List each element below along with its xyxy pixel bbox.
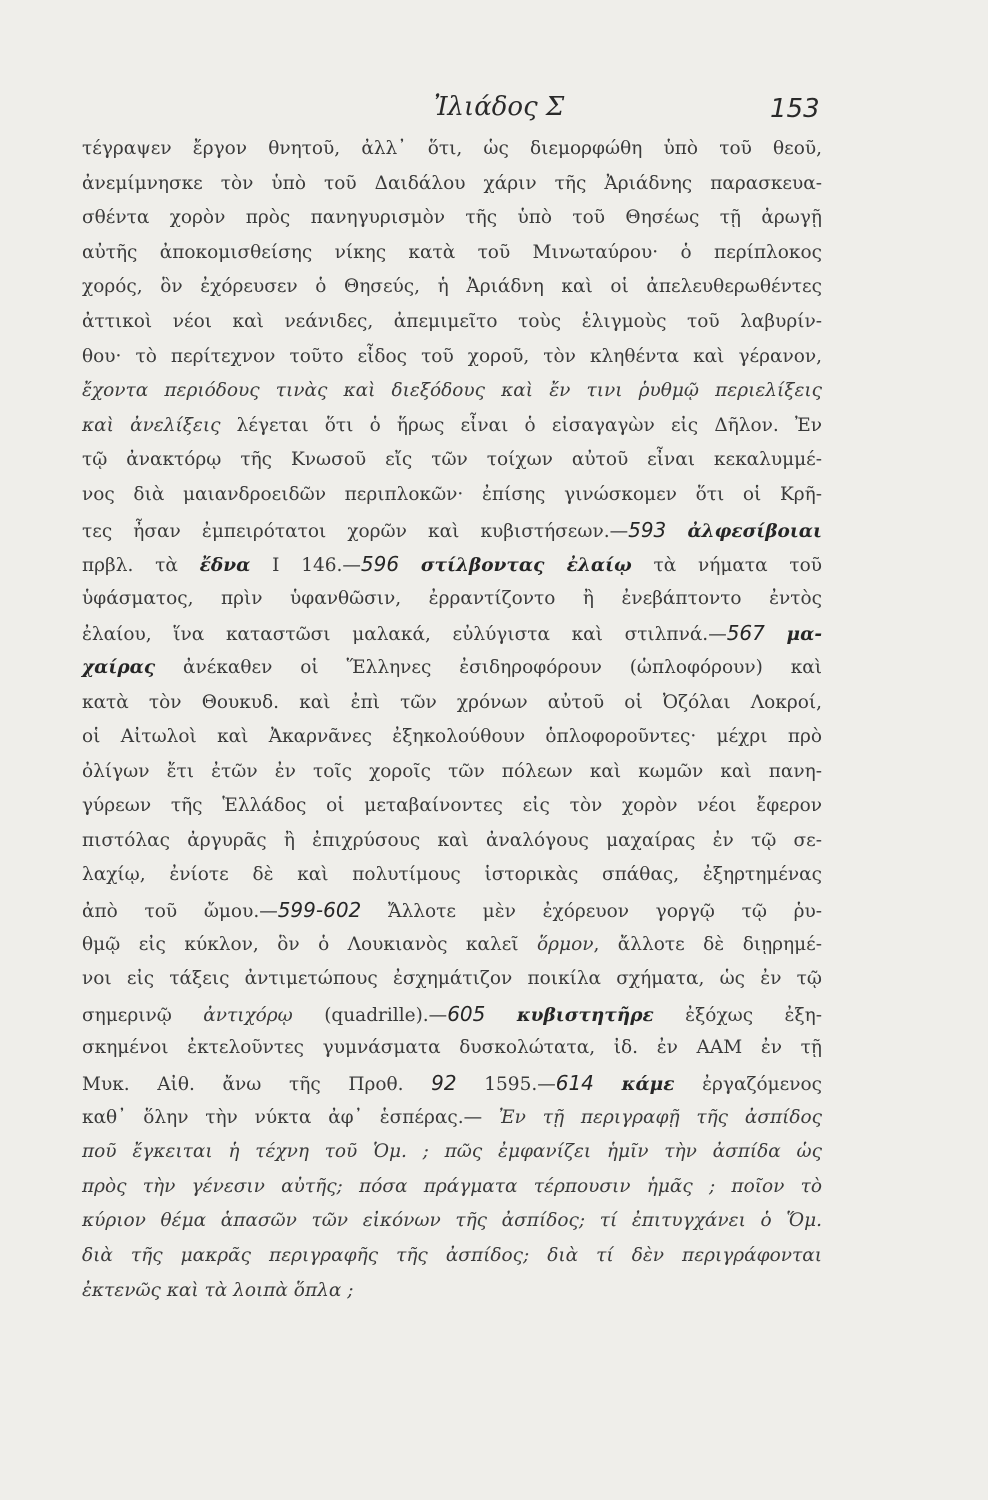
lemma-text: χαίρας <box>82 656 156 678</box>
line-reference: 605 <box>447 1001 486 1026</box>
text-segment <box>485 1005 516 1026</box>
text-line <box>82 858 822 893</box>
text-segment: 1595.— <box>456 1074 556 1096</box>
text-segment <box>765 624 787 645</box>
line-reference: 599-602 <box>277 898 362 923</box>
text-line <box>82 686 822 721</box>
text-line <box>82 167 822 202</box>
text-segment: τὰ νήματα τοῦ <box>631 555 822 577</box>
text-segment <box>666 521 687 542</box>
text-segment: ἀττικοὶ νέοι καὶ νεάνιδες, ἀπεμιμεῖτο τοὺς ἑλιγμοὺς τοῦ λαβυρίν- <box>82 310 822 332</box>
lemma-text: κυβιστητῆρε <box>516 1004 654 1026</box>
text-line <box>82 755 822 790</box>
text-segment: , ἄλλοτε δὲ διῃρημέ- <box>593 933 822 955</box>
text-segment: σθέντα χορὸν πρὸς πανηγυρισμὸν τῆς ὑπὸ τοῦ Θησέως τῇ ἀρωγῇ <box>82 207 822 229</box>
text-segment: τῷ ἀνακτόρῳ τῆς Κνωσοῦ εἴς τῶν τοίχων αὐτοῦ εἶναι κεκαλυμμέ- <box>82 449 822 471</box>
text-segment: πρβλ. τὰ <box>82 555 200 577</box>
text-segment: (quadrille).— <box>292 1004 448 1026</box>
text-line <box>82 1170 822 1205</box>
text-segment <box>594 1074 622 1095</box>
text-segment: ἐκτενῶς καὶ τὰ λοιπὰ ὅπλα ; <box>82 1279 354 1301</box>
text-segment: χορός, ὃν ἐχόρευσεν ὁ Θησεύς, ἡ Ἀριάδνη καὶ οἱ ἀπελευθερωθέντες <box>82 276 822 298</box>
text-segment: πρὸς τὴν γένεσιν αὐτῆς; πόσα πράγματα τέρπουσιν ἡμᾶς ; ποῖον τὸ <box>82 1175 822 1197</box>
line-reference: 593 <box>628 517 667 542</box>
text-segment: ἔχοντα περιόδους τινὰς καὶ διεξόδους καὶ ἔν τινι ῥυθμῷ περιελίξεις <box>82 380 822 402</box>
text-segment: θου· τὸ περίτεχνον τοῦτο εἶδος τοῦ χοροῦ, τὸν κληθέντα καὶ γέρανον, <box>82 345 822 367</box>
line-reference: 614 <box>555 1071 594 1096</box>
text-segment: ἐξόχως ἐξη- <box>653 1004 822 1026</box>
text-line <box>82 1031 822 1066</box>
text-line <box>82 478 822 513</box>
text-segment: καὶ ἀνελίξεις <box>82 414 221 436</box>
text-segment: ἀνεμίμνησκε τὸν ὑπὸ τοῦ Δαιδάλου χάριν τῆς Ἀριάδνης παρασκευα- <box>82 172 822 194</box>
text-segment: Ἐν τῇ περιγραφῇ τῆς ἀσπίδος <box>498 1106 822 1128</box>
text-segment: αὐτῆς ἀποκομισθείσης νίκης κατὰ τοῦ Μινωταύρου· ὁ περίπλοκος <box>82 241 822 263</box>
lemma-text: ἀλφεσίβοιαι <box>687 520 822 542</box>
text-segment: ποῦ ἔγκειται ἡ τέχνη τοῦ Ὁμ. ; πῶς ἐμφανίζει ἡμῖν τὴν ἀσπίδα ὡς <box>82 1141 822 1163</box>
text-segment: τέγραψεν ἔργον θνητοῦ, ἀλλ᾽ ὅτι, ὡς διεμορφώθη ὑπὸ τοῦ θεοῦ, <box>82 138 822 159</box>
text-segment: σημερινῷ <box>82 1004 204 1026</box>
page-number: 153 <box>770 94 820 124</box>
lemma-text: στίλβοντας ἐλαίῳ <box>420 555 632 577</box>
text-segment: κύριον θέμα ἁπασῶν τῶν εἰκόνων τῆς ἀσπίδος; τί ἐπιτυγχάνει ὁ Ὅμ. <box>82 1210 822 1232</box>
text-line <box>82 340 822 375</box>
lemma-text: κάμε <box>621 1074 675 1096</box>
text-segment: ἐλαίου, ἵνα καταστῶσι μαλακά, εὐλύγιστα καὶ στιλπνά.— <box>82 624 727 646</box>
text-segment: ὀλίγων ἔτι ἐτῶν ἐν τοῖς χοροῖς τῶν πόλεων καὶ κωμῶν καὶ πανη- <box>82 760 822 782</box>
text-line <box>82 305 822 340</box>
text-line <box>82 582 822 617</box>
running-head <box>0 92 988 132</box>
text-line <box>82 720 822 755</box>
text-line <box>82 547 822 582</box>
text-segment: νος διὰ μαιανδροειδῶν περιπλοκῶν· ἐπίσης γινώσκομεν ὅτι οἱ Κρῆ- <box>82 483 822 505</box>
text-line <box>82 409 822 444</box>
text-line <box>82 1135 822 1170</box>
text-line <box>82 513 822 548</box>
text-segment: κατὰ τὸν Θουκυδ. καὶ ἐπὶ τῶν χρόνων αὐτοῦ οἱ Ὀζόλαι Λοκροί, <box>82 691 822 713</box>
text-segment: ἀντιχόρῳ <box>203 1004 293 1026</box>
text-segment: ἀνέκαθεν οἱ Ἕλληνες ἐσιδηροφόρουν (ὡπλοφόρουν) καὶ <box>155 656 822 678</box>
text-segment: θμῷ εἰς κύκλον, ὃν ὁ Λουκιανὸς καλεῖ <box>82 933 538 955</box>
running-title: Ἰλιάδος Σ <box>434 92 565 122</box>
text-line <box>82 1274 822 1309</box>
text-line <box>82 374 822 409</box>
text-segment: οἱ Αἰτωλοὶ καὶ Ἀκαρνᾶνες ἐξηκολούθουν ὁπλοφοροῦντες· μέχρι πρὸ <box>82 726 822 748</box>
text-line <box>82 997 822 1032</box>
line-reference: 92 <box>431 1071 457 1096</box>
text-line <box>82 824 822 859</box>
text-segment <box>399 555 421 576</box>
text-line <box>82 616 822 651</box>
text-segment: λαχίῳ, ἐνίοτε δὲ καὶ πολυτίμους ἱστορικὰς σπάθας, ἐξηρτημένας <box>82 864 822 886</box>
text-line <box>82 132 822 167</box>
commentary-text <box>82 132 822 1308</box>
text-line <box>82 789 822 824</box>
text-line <box>82 1204 822 1239</box>
text-line <box>82 1239 822 1274</box>
text-segment: γύρεων τῆς Ἑλλάδος οἱ μεταβαίνοντες εἰς τὸν χορὸν νέοι ἔφερον <box>82 795 822 817</box>
text-segment: πιστόλας ἀργυρᾶς ἢ ἐπιχρύσους καὶ ἀναλόγους μαχαίρας ἐν τῷ σε- <box>82 829 822 851</box>
text-line <box>82 1101 822 1136</box>
text-segment: ἀπὸ τοῦ ὤμου.— <box>82 901 278 923</box>
text-line <box>82 236 822 271</box>
text-line <box>82 651 822 686</box>
text-segment: Μυκ. Αἰθ. ἄνω τῆς Προθ. <box>82 1074 432 1096</box>
text-segment: διὰ τῆς μακρᾶς περιγραφῆς τῆς ἀσπίδος; διὰ τί δὲν περιγράφονται <box>82 1245 822 1266</box>
text-segment: Ἄλλοτε μὲν ἐχόρευον γοργῷ τῷ ῥυ- <box>361 901 822 923</box>
text-line <box>82 1066 822 1101</box>
text-segment: καθ᾽ ὅλην τὴν νύκτα ἀφ᾽ ἑσπέρας.— <box>82 1106 499 1128</box>
text-line <box>82 270 822 305</box>
line-reference: 567 <box>726 621 765 646</box>
text-line <box>82 201 822 236</box>
text-segment: νοι εἰς τάξεις ἀντιμετώπους ἐσχημάτιζον ποικίλα σχήματα, ὡς ἐν τῷ <box>82 968 822 990</box>
text-line <box>82 443 822 478</box>
lemma-text: ἔδνα <box>199 555 251 577</box>
text-line <box>82 962 822 997</box>
text-segment: ὑφάσματος, πρὶν ὑφανθῶσιν, ἐρραντίζοντο ἢ ἐνεβάπτοντο ἐντὸς <box>82 587 822 609</box>
text-segment: ὅρμον <box>537 933 594 955</box>
text-line <box>82 928 822 963</box>
text-segment: ἐργαζόμενος <box>674 1074 822 1096</box>
line-reference: 596 <box>360 552 400 577</box>
text-segment: τες ἦσαν ἐμπειρότατοι χορῶν καὶ κυβιστήσεων.— <box>82 520 629 542</box>
text-segment: λέγεται ὅτι ὁ ἥρως εἶναι ὁ εἰσαγαγὼν εἰς Δῆλον. Ἐν <box>220 414 822 436</box>
text-segment: σκημένοι ἐκτελοῦντες γυμνάσματα δυσκολώτατα, ἰδ. ἐν ΑΑΜ ἐν τῇ <box>82 1037 822 1059</box>
text-line <box>82 893 822 928</box>
text-segment: Ι 146.— <box>250 555 361 577</box>
lemma-text: μα- <box>786 624 823 646</box>
